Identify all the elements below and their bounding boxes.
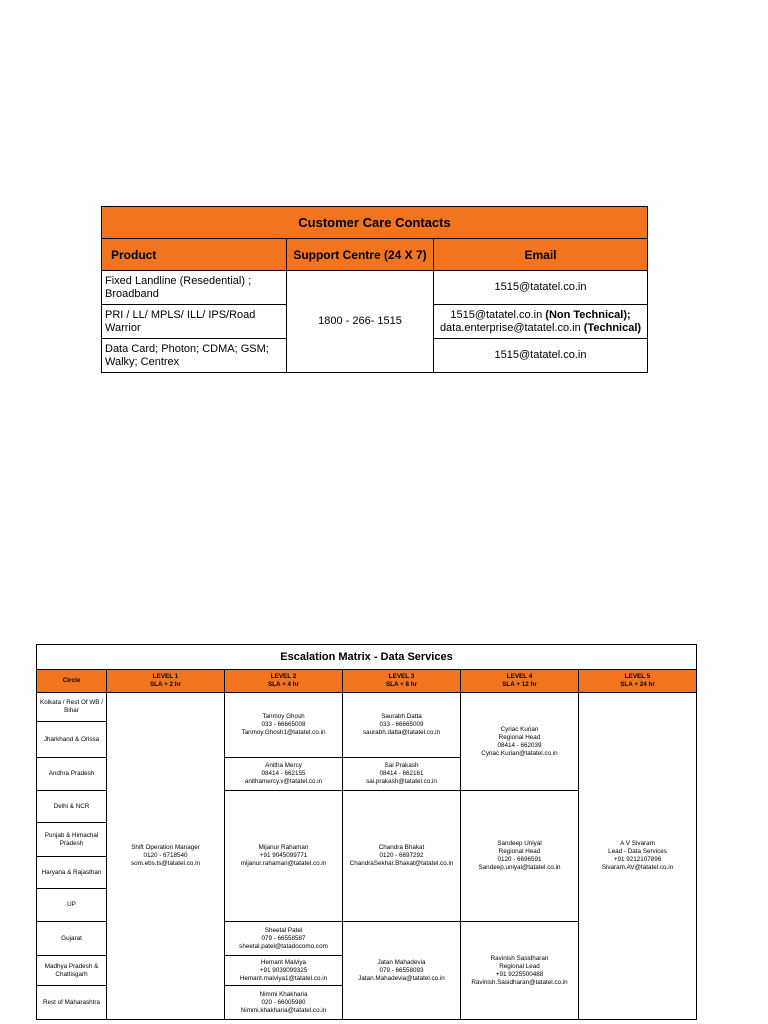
level-header: LEVEL 1 SLA + 2 hr	[107, 670, 225, 693]
level-header: LEVEL 5 SLA + 24 hr	[579, 670, 697, 693]
level2-contact: Hemant Malviya +91 9039099325 Hemant.malviya1@tatatel.co.in	[225, 956, 343, 986]
circle-cell: Andhra Pradesh	[37, 758, 107, 791]
circle-cell: Punjab & Himachal Pradesh	[37, 823, 107, 857]
product-cell: PRI / LL/ MPLS/ ILL/ IPS/Road Warrior	[102, 305, 287, 339]
circle-header: Circle	[37, 670, 107, 693]
level4-contact: Cyriac Kurian Regional Head 08414 - 662039 Cyriac.Kurian@tatatel.co.in	[461, 693, 579, 791]
level2-contact: Mijanur Rahaman +91 9045099771 mijanur.rahaman@tatatel.co.in	[225, 791, 343, 922]
product-header: Product	[102, 239, 287, 271]
customer-care-table	[101, 206, 648, 373]
email-header: Email	[434, 239, 648, 271]
circle-cell: Rest of Maharashtra	[37, 986, 107, 1020]
email-nontech: 1515@tatatel.co.in	[450, 308, 546, 321]
level-header: LEVEL 4 SLA + 12 hr	[461, 670, 579, 693]
circle-cell: UP	[37, 889, 107, 922]
customer-care-title: Customer Care Contacts	[102, 207, 648, 239]
level-header: LEVEL 3 SLA + 8 hr	[343, 670, 461, 693]
level3-contact: Chandra Bhakat 0120 - 6697292 ChandraSekhar.Bhakat@tatatel.co.in	[343, 791, 461, 922]
email-cell	[434, 305, 648, 339]
level4-contact: Ravinish Sasidharan Regional Lead +91 9225500488 Ravinish.Sasidharan@tatatel.co.in	[461, 922, 579, 1020]
level2-contact: Sheetal Patel 079 - 66558587 sheetal.patel@tatadocomo.com	[225, 922, 343, 956]
email-tech-note: (Technical)	[583, 321, 642, 334]
level2-contact: Nimmi Khakharia 020 - 66005980 Nimmi.khakharia@tatatel.co.in	[225, 986, 343, 1020]
circle-cell: Gujarat	[37, 922, 107, 956]
level4-contact: Sandeep Uniyal Regional Head 0120 - 6696591 Sandeep.uniyal@tatatel.co.in	[461, 791, 579, 922]
level3-contact: Sai Prakash 08414 - 662161 sai.prakash@tatatel.co.in	[343, 758, 461, 791]
level2-contact: Tanmoy Ghosh 033 - 66665008 Tanmoy.Ghosh1@tatatel.co.in	[225, 693, 343, 758]
escalation-title: Escalation Matrix - Data Services	[37, 645, 697, 670]
level5-contact: A V Sivaram Lead - Data Services +91 9212107896 Sivaram.AV@tatatel.co.in	[579, 693, 697, 1020]
circle-cell: Delhi & NCR	[37, 791, 107, 823]
circle-cell: Jharkhand & Orissa	[37, 722, 107, 758]
support-number: 1800 - 266- 1515	[287, 271, 434, 373]
email-nontech-note: (Non Technical);	[545, 308, 631, 321]
level3-contact: Jatan Mahadevia 079 - 66558093 Jatan.Mahadevia@tatatel.co.in	[343, 922, 461, 1020]
product-cell: Fixed Landline (Resedential) ; Broadband	[102, 271, 287, 305]
email-cell: 1515@tatatel.co.in	[434, 271, 648, 305]
level1-contact: Shift Operation Manager 0120 - 6718540 som.ebs.ts@tatatel.co.in	[107, 693, 225, 1020]
support-header: Support Centre (24 X 7)	[287, 239, 434, 271]
circle-cell: Madhya Pradesh & Chattisgarh	[37, 956, 107, 986]
product-cell: Data Card; Photon; CDMA; GSM; Walky; Centrex	[102, 339, 287, 373]
circle-cell: Haryana & Rajasthan	[37, 857, 107, 889]
email-cell: 1515@tatatel.co.in	[434, 339, 648, 373]
level3-contact: Saurabh Datta 033 - 66665009 saurabh.datta@tatatel.co.in	[343, 693, 461, 758]
level-header: LEVEL 2 SLA + 4 hr	[225, 670, 343, 693]
level2-contact: Anitha Mercy 08414 - 662155 anithamercy.v@tatatel.co.in	[225, 758, 343, 791]
escalation-matrix-table	[36, 644, 697, 1020]
email-tech: data.enterprise@tatatel.co.in	[439, 321, 584, 334]
circle-cell: Kolkata / Rest Of WB / Bihar	[37, 693, 107, 722]
